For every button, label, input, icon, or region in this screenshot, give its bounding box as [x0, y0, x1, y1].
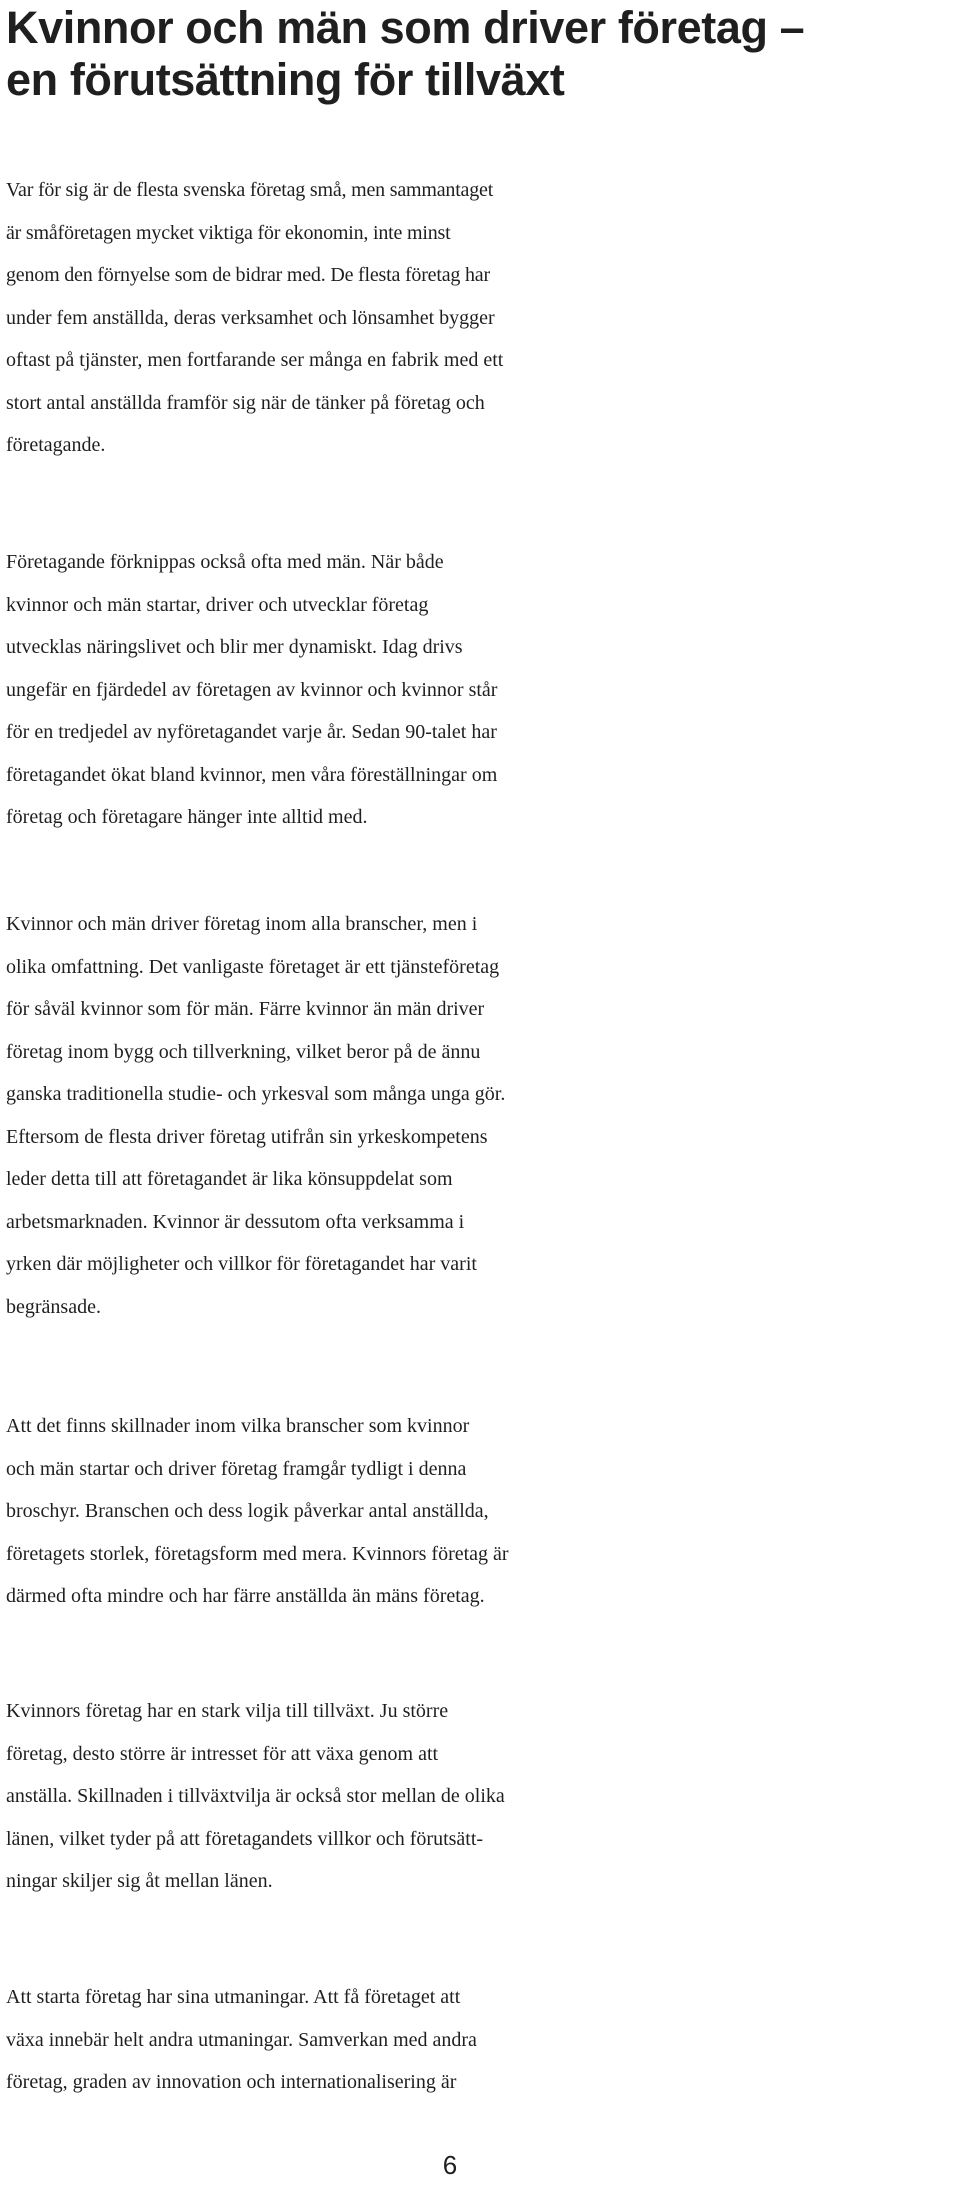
- text-line: kvinnor och män startar, driver och utvecklar företag: [6, 593, 429, 616]
- page-title: [6, 2, 946, 106]
- text-line: Kvinnors företag har en stark vilja till tillväxt. Ju större: [6, 1700, 449, 1722]
- text-line: därmed ofta mindre och har färre anställda än mäns företag.: [6, 1585, 485, 1607]
- text-line: Att det finns skillnader inom vilka branscher som kvinnor: [6, 1415, 470, 1437]
- text-line: ganska traditionella studie- och yrkesval som många unga gör.: [6, 1083, 506, 1105]
- text-line: broschyr. Branschen och dess logik påverkar antal anställda,: [6, 1500, 489, 1522]
- text-line: företagandet ökat bland kvinnor, men våra föreställningar om: [6, 763, 498, 786]
- title-line: en förutsättning för tillväxt: [6, 54, 565, 105]
- text-line: ungefär en fjärdedel av företagen av kvinnor och kvinnor står: [6, 678, 498, 701]
- text-line: är småföretagen mycket viktiga för ekonomin, inte minst: [6, 221, 451, 244]
- text-line: utvecklas näringslivet och blir mer dynamiskt. Idag drivs: [6, 636, 463, 658]
- paragraph-1: [6, 169, 956, 467]
- text-line: företagets storlek, företagsform med mera. Kvinnors företag är: [6, 1542, 509, 1565]
- text-line: arbetsmarknaden. Kvinnor är dessutom ofta verksamma i: [6, 1210, 465, 1233]
- paragraph-4: [6, 1405, 956, 1618]
- page-number: 6: [442, 2150, 458, 2180]
- paragraph-3: [6, 903, 956, 1328]
- text-line: oftast på tjänster, men fortfarande ser många en fabrik med ett: [6, 349, 504, 371]
- paragraph-5: [6, 1690, 956, 1903]
- text-line: olika omfattning. Det vanligaste företaget är ett tjänsteföretag: [6, 955, 500, 978]
- text-line: leder detta till att företagandet är lika könsuppdelat som: [6, 1168, 453, 1190]
- text-line: Eftersom de flesta driver företag utifrån sin yrkeskompetens: [6, 1125, 488, 1148]
- text-line: Kvinnor och män driver företag inom alla branscher, men i: [6, 913, 478, 935]
- text-line: yrken där möjligheter och villkor för företagandet har varit: [6, 1253, 477, 1275]
- text-line: växa innebär helt andra utmaningar. Samverkan med andra: [6, 2028, 477, 2051]
- text-line: företag, desto större är intresset för att växa genom att: [6, 1742, 439, 1765]
- text-line: Att starta företag har sina utmaningar. Att få företaget att: [6, 1986, 461, 2008]
- text-line: ningar skiljer sig åt mellan länen.: [6, 1870, 273, 1892]
- text-line: företag inom bygg och tillverkning, vilket beror på de ännu: [6, 1040, 481, 1063]
- text-line: företag, graden av innovation och internationalisering är: [6, 2071, 457, 2093]
- text-line: länen, vilket tyder på att företagandets villkor och förutsätt-: [6, 1827, 484, 1850]
- text-line: för såväl kvinnor som för män. Färre kvinnor än män driver: [6, 998, 485, 1020]
- text-line: Var för sig är de flesta svenska företag små, men sammantaget: [6, 179, 494, 201]
- text-line: stort antal anställda framför sig när de tänker på företag och: [6, 391, 485, 414]
- text-line: anställa. Skillnaden i tillväxtvilja är också stor mellan de olika: [6, 1785, 505, 1807]
- paragraph-6: [6, 1976, 956, 2104]
- text-line: Företagande förknippas också ofta med män. När både: [6, 551, 444, 573]
- text-line: begränsade.: [6, 1295, 101, 1318]
- paragraph-2: [6, 541, 956, 839]
- text-line: under fem anställda, deras verksamhet och lönsamhet bygger: [6, 306, 495, 329]
- text-line: och män startar och driver företag framgår tydligt i denna: [6, 1457, 467, 1480]
- text-line: företagande.: [6, 434, 106, 456]
- text-line: för en tredjedel av nyföretagandet varje år. Sedan 90-talet har: [6, 721, 497, 743]
- title-line: Kvinnor och män som driver företag –: [6, 2, 805, 53]
- text-line: företag och företagare hänger inte alltid med.: [6, 806, 368, 828]
- text-line: genom den förnyelse som de bidrar med. De flesta företag har: [6, 264, 490, 286]
